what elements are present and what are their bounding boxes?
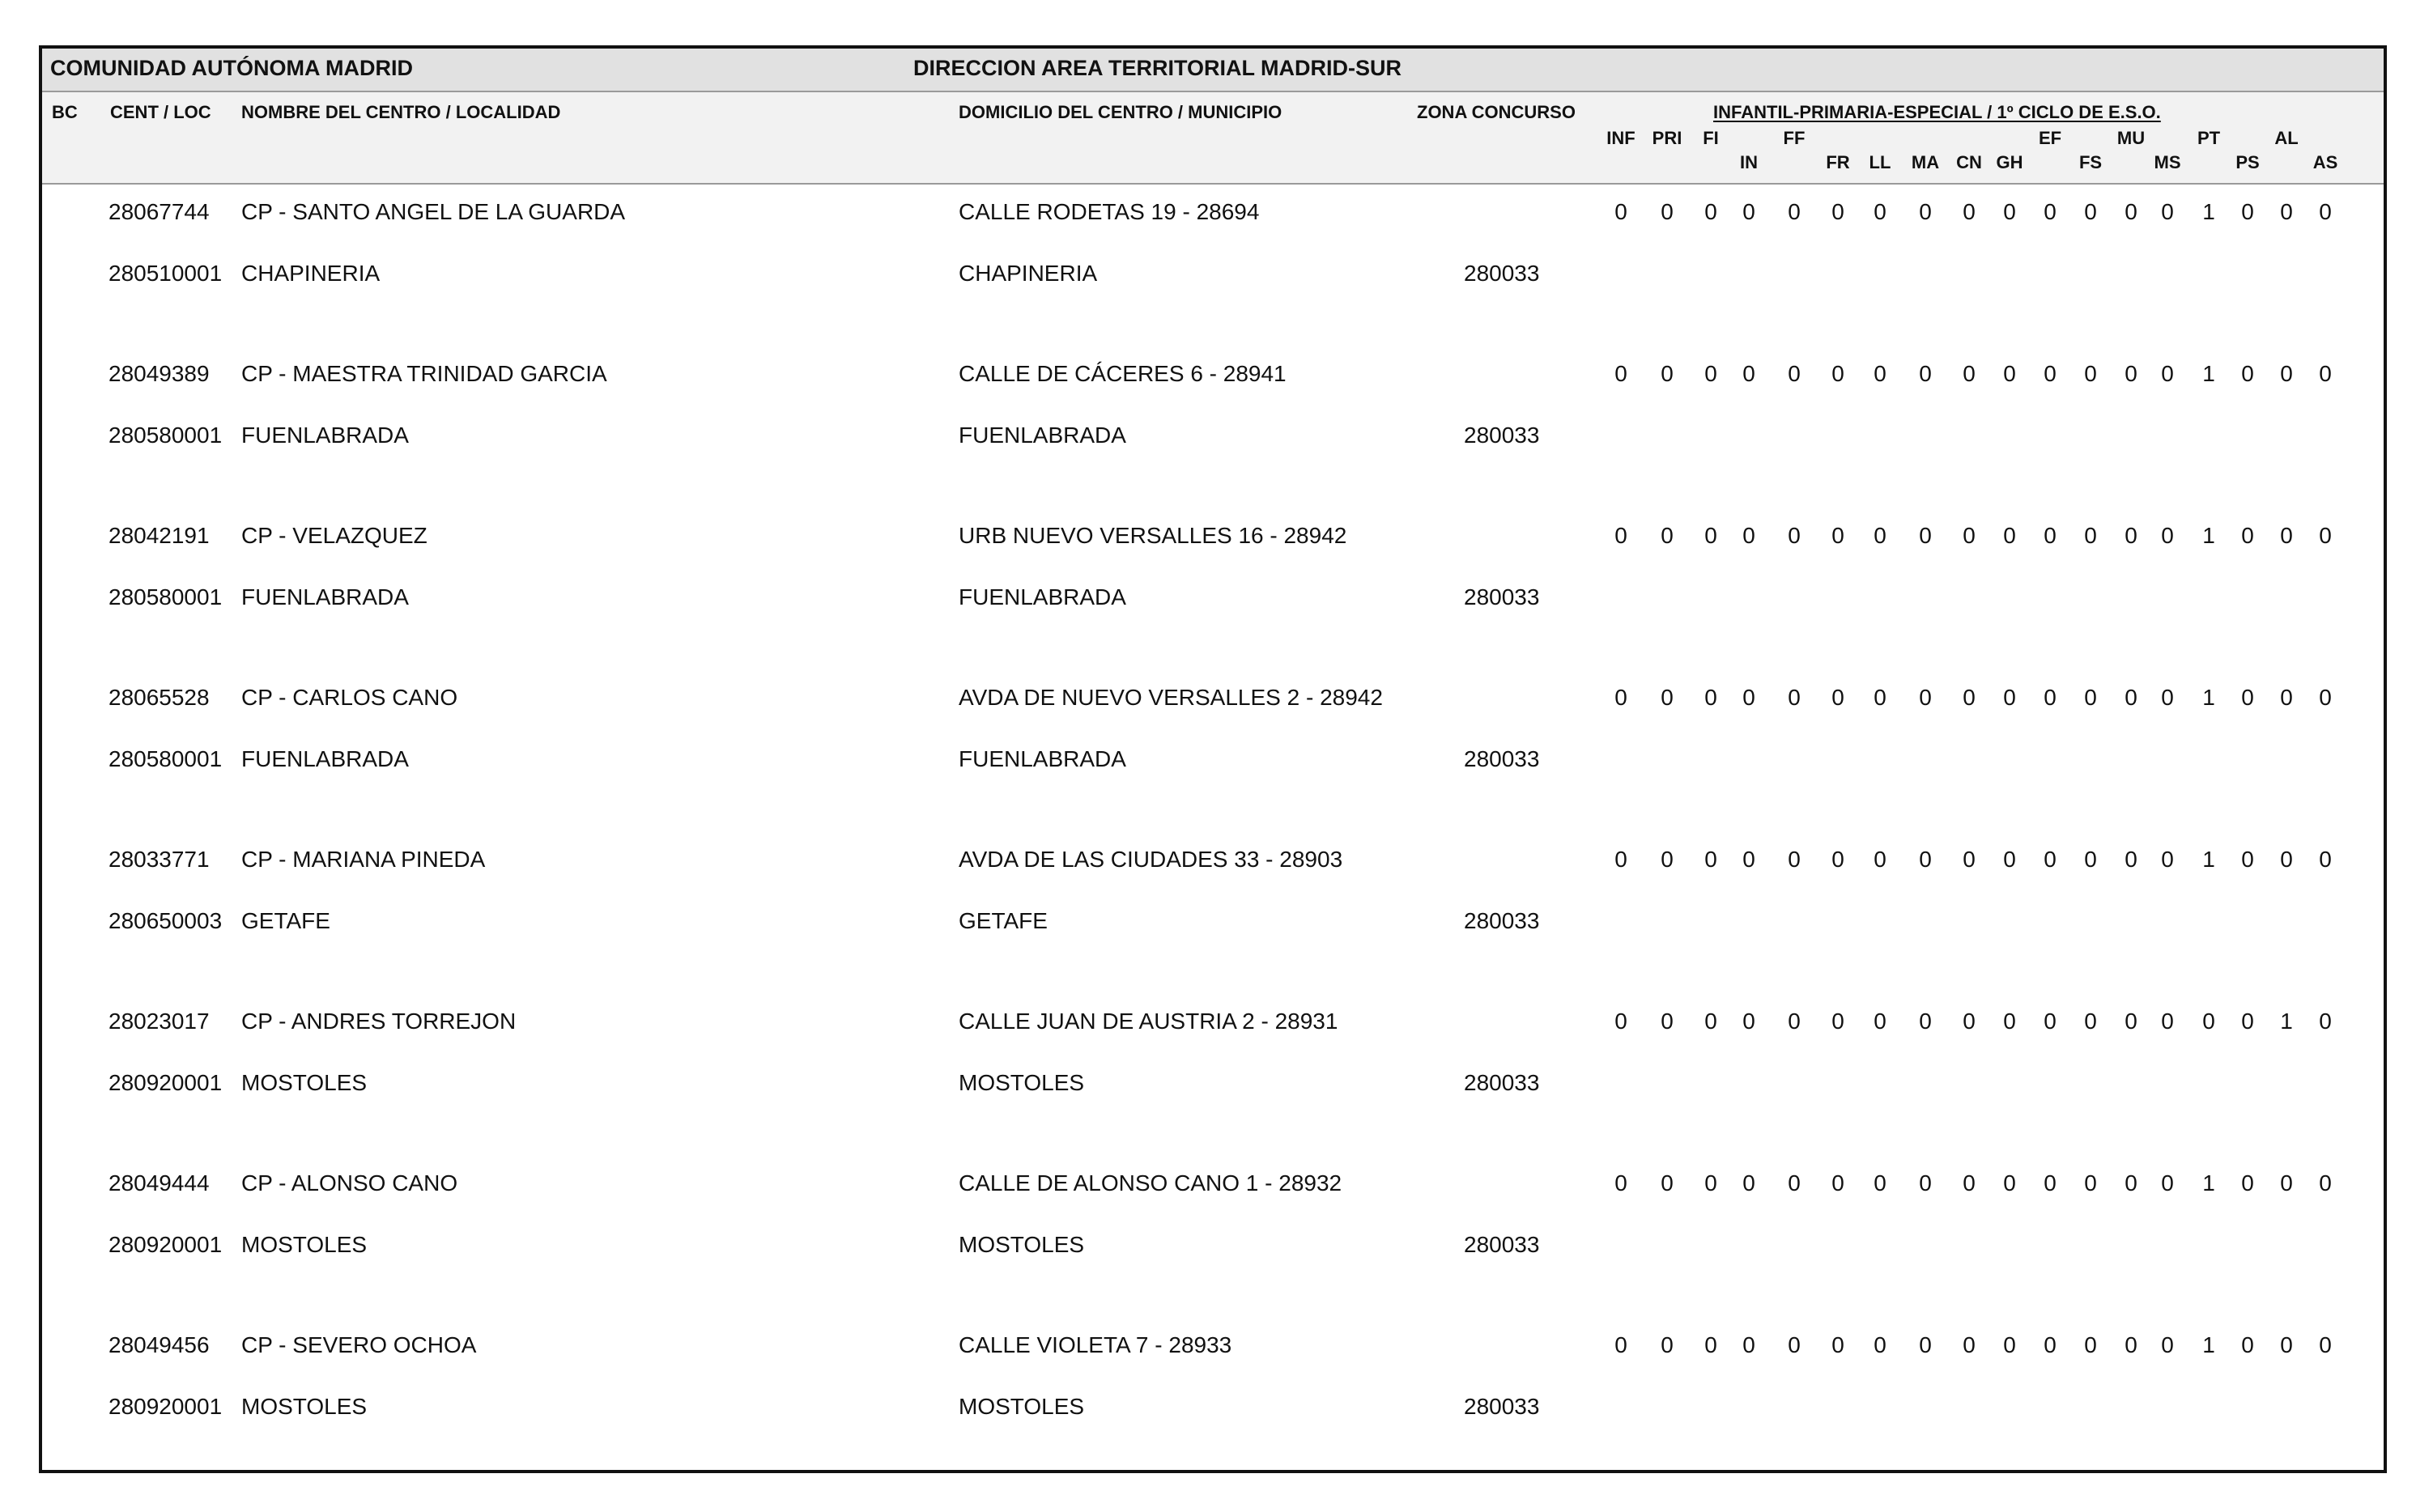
vacancy-count-mu: 0 — [2125, 523, 2137, 548]
center-name: CP - MAESTRA TRINIDAD GARCIA — [241, 361, 607, 386]
vacancy-count-cn: 0 — [1963, 847, 1976, 872]
center-code: 28065528 — [108, 685, 210, 710]
vacancy-count-pri: 0 — [1661, 685, 1674, 710]
locality-name: MOSTOLES — [241, 1394, 368, 1419]
vacancy-count-fs: 0 — [2084, 1332, 2097, 1357]
center-name: CP - SANTO ANGEL DE LA GUARDA — [241, 199, 626, 224]
vacancy-count-inf: 0 — [1614, 847, 1627, 872]
table-row — [42, 508, 2384, 670]
direction-title: DIRECCION AREA TERRITORIAL MADRID-SUR — [913, 56, 1402, 80]
vacancy-count-in: 0 — [1742, 361, 1755, 386]
vacancy-count-ps: 0 — [2241, 523, 2254, 548]
center-name: CP - CARLOS CANO — [241, 685, 458, 710]
center-address: CALLE JUAN DE AUSTRIA 2 - 28931 — [959, 1009, 1338, 1034]
vacancy-count-inf: 0 — [1614, 1332, 1627, 1357]
vacancy-count-cn: 0 — [1963, 1332, 1976, 1357]
vacancy-count-inf: 0 — [1614, 685, 1627, 710]
vacancy-count-ma: 0 — [1919, 847, 1932, 872]
vacancy-count-ll: 0 — [1874, 1009, 1886, 1034]
vacancy-count-ps: 0 — [2241, 685, 2254, 710]
zone-code: 280033 — [1464, 1232, 1540, 1257]
vacancy-count-ma: 0 — [1919, 361, 1932, 386]
vacancy-count-pt: 1 — [2202, 1170, 2215, 1196]
vacancy-count-fr: 0 — [1831, 361, 1844, 386]
vacancy-count-as: 0 — [2319, 199, 2332, 224]
vacancy-count-in: 0 — [1742, 1332, 1755, 1357]
vacancy-count-ma: 0 — [1919, 1170, 1932, 1196]
vacancy-count-ef: 0 — [2044, 685, 2057, 710]
vacancy-count-ps: 0 — [2241, 1332, 2254, 1357]
center-address: CALLE DE ALONSO CANO 1 - 28932 — [959, 1170, 1342, 1196]
vacancy-count-mu: 0 — [2125, 1170, 2137, 1196]
vacancy-count-gh: 0 — [2003, 1009, 2016, 1034]
col-address: DOMICILIO DEL CENTRO / MUNICIPIO — [959, 102, 1282, 122]
col-specialty-gh: GH — [1996, 152, 2023, 172]
vacancy-count-ff: 0 — [1788, 685, 1801, 710]
vacancy-count-ef: 0 — [2044, 1009, 2057, 1034]
vacancy-count-fi: 0 — [1704, 1332, 1717, 1357]
vacancy-count-fs: 0 — [2084, 523, 2097, 548]
vacancy-count-inf: 0 — [1614, 199, 1627, 224]
locality-name: FUENLABRADA — [241, 746, 409, 771]
municipality-name: FUENLABRADA — [959, 423, 1126, 448]
locality-name: FUENLABRADA — [241, 584, 409, 609]
vacancy-count-inf: 0 — [1614, 1170, 1627, 1196]
col-specialty-al: AL — [2274, 128, 2299, 148]
municipality-name: FUENLABRADA — [959, 584, 1126, 609]
vacancy-count-ff: 0 — [1788, 1170, 1801, 1196]
municipality-name: CHAPINERIA — [959, 261, 1098, 286]
vacancy-count-ms: 0 — [2161, 685, 2174, 710]
vacancy-count-fr: 0 — [1831, 685, 1844, 710]
vacancy-count-fr: 0 — [1831, 1009, 1844, 1034]
table-row — [42, 346, 2384, 508]
vacancy-count-fi: 0 — [1704, 1009, 1717, 1034]
vacancy-count-as: 0 — [2319, 361, 2332, 386]
vacancy-count-al: 0 — [2280, 685, 2293, 710]
col-specialty-pt: PT — [2197, 128, 2221, 148]
col-specialty-ef: EF — [2038, 128, 2062, 148]
vacancy-count-ma: 0 — [1919, 1332, 1932, 1357]
vacancy-count-pri: 0 — [1661, 361, 1674, 386]
vacancy-count-al: 0 — [2280, 847, 2293, 872]
vacancy-count-al: 0 — [2280, 361, 2293, 386]
vacancy-count-cn: 0 — [1963, 1170, 1976, 1196]
vacancy-count-fs: 0 — [2084, 847, 2097, 872]
vacancy-count-fi: 0 — [1704, 199, 1717, 224]
vacancy-count-pt: 1 — [2202, 685, 2215, 710]
municipality-name: MOSTOLES — [959, 1232, 1085, 1257]
vacancy-count-ps: 0 — [2241, 847, 2254, 872]
vacancy-count-fi: 0 — [1704, 523, 1717, 548]
zone-code: 280033 — [1464, 908, 1540, 933]
col-specialty-inf: INF — [1606, 128, 1635, 148]
vacancy-count-mu: 0 — [2125, 1332, 2137, 1357]
vacancy-count-pri: 0 — [1661, 1009, 1674, 1034]
col-specialty-ma: MA — [1911, 152, 1940, 172]
vacancy-count-in: 0 — [1742, 1009, 1755, 1034]
vacancy-count-fr: 0 — [1831, 1332, 1844, 1357]
vacancy-count-inf: 0 — [1614, 361, 1627, 386]
vacancy-count-gh: 0 — [2003, 685, 2016, 710]
vacancy-count-fi: 0 — [1704, 361, 1717, 386]
vacancy-count-in: 0 — [1742, 847, 1755, 872]
vacancy-count-ps: 0 — [2241, 361, 2254, 386]
zone-code: 280033 — [1464, 1394, 1540, 1419]
vacancy-count-ll: 0 — [1874, 685, 1886, 710]
vacancy-count-ma: 0 — [1919, 1009, 1932, 1034]
vacancy-count-mu: 0 — [2125, 1009, 2137, 1034]
vacancy-count-inf: 0 — [1614, 523, 1627, 548]
vacancy-count-fs: 0 — [2084, 1170, 2097, 1196]
municipality-name: MOSTOLES — [959, 1070, 1085, 1095]
locality-name: GETAFE — [241, 908, 330, 933]
vacancy-count-in: 0 — [1742, 199, 1755, 224]
locality-name: CHAPINERIA — [241, 261, 381, 286]
vacancy-count-pt: 1 — [2202, 523, 2215, 548]
col-specialty-mu: MU — [2116, 128, 2146, 148]
col-zone: ZONA CONCURSO — [1417, 102, 1576, 122]
vacancy-count-mu: 0 — [2125, 361, 2137, 386]
vacancy-count-fs: 0 — [2084, 199, 2097, 224]
center-code: 28049389 — [108, 361, 210, 386]
vacancy-count-ff: 0 — [1788, 1009, 1801, 1034]
col-specialty-ll: LL — [1869, 152, 1891, 172]
table-row — [42, 832, 2384, 994]
center-code: 28049444 — [108, 1170, 210, 1196]
vacancy-count-ms: 0 — [2161, 1332, 2174, 1357]
center-address: URB NUEVO VERSALLES 16 - 28942 — [959, 523, 1347, 548]
vacancy-count-fs: 0 — [2084, 685, 2097, 710]
vacancy-count-as: 0 — [2319, 523, 2332, 548]
vacancy-count-mu: 0 — [2125, 199, 2137, 224]
vacancy-count-fi: 0 — [1704, 685, 1717, 710]
vacancy-count-fr: 0 — [1831, 523, 1844, 548]
vacancy-count-ll: 0 — [1874, 1170, 1886, 1196]
locality-name: MOSTOLES — [241, 1070, 368, 1095]
col-specialty-ms: MS — [2154, 152, 2181, 172]
vacancy-count-ef: 0 — [2044, 523, 2057, 548]
center-address: AVDA DE NUEVO VERSALLES 2 - 28942 — [959, 685, 1383, 710]
vacancy-count-ef: 0 — [2044, 199, 2057, 224]
table-row — [42, 1318, 2384, 1480]
vacancy-count-cn: 0 — [1963, 1009, 1976, 1034]
municipality-name: MOSTOLES — [959, 1394, 1085, 1419]
vacancy-count-mu: 0 — [2125, 685, 2137, 710]
vacancy-count-al: 0 — [2280, 1332, 2293, 1357]
col-bc: BC — [52, 102, 78, 122]
vacancy-count-fi: 0 — [1704, 1170, 1717, 1196]
vacancy-count-fi: 0 — [1704, 847, 1717, 872]
col-name: NOMBRE DEL CENTRO / LOCALIDAD — [241, 102, 561, 122]
vacancy-count-ef: 0 — [2044, 361, 2057, 386]
vacancy-count-fs: 0 — [2084, 361, 2097, 386]
table-row — [42, 185, 2384, 346]
vacancy-count-ms: 0 — [2161, 361, 2174, 386]
vacancy-count-ff: 0 — [1788, 523, 1801, 548]
locality-name: MOSTOLES — [241, 1232, 368, 1257]
center-name: CP - ANDRES TORREJON — [241, 1009, 517, 1034]
vacancy-count-ff: 0 — [1788, 1332, 1801, 1357]
zone-code: 280033 — [1464, 746, 1540, 771]
locality-code: 280510001 — [108, 261, 223, 286]
table-row — [42, 1156, 2384, 1318]
table-row — [42, 670, 2384, 832]
vacancy-count-ll: 0 — [1874, 199, 1886, 224]
vacancy-count-ma: 0 — [1919, 523, 1932, 548]
center-address: CALLE DE CÁCERES 6 - 28941 — [959, 361, 1287, 386]
vacancy-count-ll: 0 — [1874, 523, 1886, 548]
vacancy-count-ma: 0 — [1919, 199, 1932, 224]
vacancy-count-as: 0 — [2319, 1170, 2332, 1196]
vacancy-count-ms: 0 — [2161, 847, 2174, 872]
vacancy-count-ll: 0 — [1874, 1332, 1886, 1357]
col-specialty-fi: FI — [1703, 128, 1719, 148]
center-address: CALLE RODETAS 19 - 28694 — [959, 199, 1260, 224]
vacancy-count-cn: 0 — [1963, 361, 1976, 386]
center-name: CP - ALONSO CANO — [241, 1170, 458, 1196]
table-row — [42, 994, 2384, 1156]
zone-code: 280033 — [1464, 261, 1540, 286]
center-code: 28067744 — [108, 199, 210, 224]
vacancy-count-ma: 0 — [1919, 685, 1932, 710]
col-specialty-ps: PS — [2235, 152, 2260, 172]
community-title: COMUNIDAD AUTÓNOMA MADRID — [50, 56, 413, 80]
vacancy-count-pri: 0 — [1661, 1170, 1674, 1196]
vacancy-count-pt: 1 — [2202, 199, 2215, 224]
vacancy-count-al: 0 — [2280, 199, 2293, 224]
vacancy-count-pri: 0 — [1661, 1332, 1674, 1357]
vacancy-count-pri: 0 — [1661, 523, 1674, 548]
vacancy-count-al: 0 — [2280, 1170, 2293, 1196]
vacancy-count-ms: 0 — [2161, 1170, 2174, 1196]
vacancy-count-fs: 0 — [2084, 1009, 2097, 1034]
zone-code: 280033 — [1464, 423, 1540, 448]
vacancy-count-ps: 0 — [2241, 1170, 2254, 1196]
municipality-name: GETAFE — [959, 908, 1048, 933]
vacancy-count-ms: 0 — [2161, 523, 2174, 548]
vacancy-count-as: 0 — [2319, 1009, 2332, 1034]
vacancy-count-al: 0 — [2280, 523, 2293, 548]
col-specialty-pri: PRI — [1652, 128, 1682, 148]
vacancy-count-as: 0 — [2319, 1332, 2332, 1357]
vacancy-count-pri: 0 — [1661, 847, 1674, 872]
vacancy-count-as: 0 — [2319, 685, 2332, 710]
vacancy-count-pt: 1 — [2202, 361, 2215, 386]
col-specialty-fr: FR — [1826, 152, 1850, 172]
vacancy-count-ms: 0 — [2161, 199, 2174, 224]
vacancy-count-in: 0 — [1742, 523, 1755, 548]
vacancy-count-in: 0 — [1742, 685, 1755, 710]
vacancy-count-fr: 0 — [1831, 847, 1844, 872]
vacancy-count-ef: 0 — [2044, 847, 2057, 872]
zone-code: 280033 — [1464, 1070, 1540, 1095]
vacancy-count-inf: 0 — [1614, 1009, 1627, 1034]
vacancy-count-in: 0 — [1742, 1170, 1755, 1196]
vacancy-count-fr: 0 — [1831, 199, 1844, 224]
vacancy-count-ff: 0 — [1788, 361, 1801, 386]
center-code: 28033771 — [108, 847, 210, 872]
vacancy-count-pt: 1 — [2202, 847, 2215, 872]
zone-code: 280033 — [1464, 584, 1540, 609]
center-address: CALLE VIOLETA 7 - 28933 — [959, 1332, 1232, 1357]
col-specialty-fs: FS — [2078, 152, 2103, 172]
center-code: 28049456 — [108, 1332, 210, 1357]
vacancy-count-ll: 0 — [1874, 847, 1886, 872]
vacancy-count-ps: 0 — [2241, 199, 2254, 224]
vacancy-count-cn: 0 — [1963, 685, 1976, 710]
vacancy-count-ms: 0 — [2161, 1009, 2174, 1034]
locality-code: 280650003 — [108, 908, 223, 933]
col-specialty-ff: FF — [1783, 128, 1806, 148]
center-name: CP - VELAZQUEZ — [241, 523, 427, 548]
col-specialty-cn: CN — [1956, 152, 1982, 172]
vacancy-count-ff: 0 — [1788, 199, 1801, 224]
col-group-infantil-primaria: INFANTIL-PRIMARIA-ESPECIAL / 1º CICLO DE E.S.O. — [1713, 102, 2161, 122]
vacancy-count-gh: 0 — [2003, 361, 2016, 386]
locality-code: 280580001 — [108, 584, 223, 609]
vacancy-count-ff: 0 — [1788, 847, 1801, 872]
document-table — [39, 45, 2387, 1473]
title-bar — [42, 49, 2384, 92]
vacancy-count-pt: 1 — [2202, 1332, 2215, 1357]
vacancy-count-mu: 0 — [2125, 847, 2137, 872]
vacancy-count-as: 0 — [2319, 847, 2332, 872]
vacancy-count-al: 1 — [2280, 1009, 2293, 1034]
center-code: 28042191 — [108, 523, 210, 548]
locality-code: 280920001 — [108, 1232, 223, 1257]
vacancy-count-cn: 0 — [1963, 199, 1976, 224]
vacancy-count-ll: 0 — [1874, 361, 1886, 386]
vacancy-count-gh: 0 — [2003, 523, 2016, 548]
vacancy-count-cn: 0 — [1963, 523, 1976, 548]
column-header — [42, 92, 2384, 185]
vacancy-count-pt: 0 — [2202, 1009, 2215, 1034]
vacancy-count-fr: 0 — [1831, 1170, 1844, 1196]
municipality-name: FUENLABRADA — [959, 746, 1126, 771]
vacancy-count-ps: 0 — [2241, 1009, 2254, 1034]
col-specialty-as: AS — [2312, 152, 2338, 172]
vacancy-count-gh: 0 — [2003, 199, 2016, 224]
locality-code: 280580001 — [108, 423, 223, 448]
vacancy-count-ef: 0 — [2044, 1170, 2057, 1196]
center-code: 28023017 — [108, 1009, 210, 1034]
center-address: AVDA DE LAS CIUDADES 33 - 28903 — [959, 847, 1343, 872]
locality-name: FUENLABRADA — [241, 423, 409, 448]
col-specialty-in: IN — [1740, 152, 1758, 172]
center-name: CP - SEVERO OCHOA — [241, 1332, 477, 1357]
vacancy-count-gh: 0 — [2003, 847, 2016, 872]
center-name: CP - MARIANA PINEDA — [241, 847, 486, 872]
locality-code: 280580001 — [108, 746, 223, 771]
locality-code: 280920001 — [108, 1394, 223, 1419]
locality-code: 280920001 — [108, 1070, 223, 1095]
col-cent-loc: CENT / LOC — [110, 102, 211, 122]
vacancy-count-gh: 0 — [2003, 1170, 2016, 1196]
vacancy-count-pri: 0 — [1661, 199, 1674, 224]
vacancy-count-gh: 0 — [2003, 1332, 2016, 1357]
vacancy-count-ef: 0 — [2044, 1332, 2057, 1357]
